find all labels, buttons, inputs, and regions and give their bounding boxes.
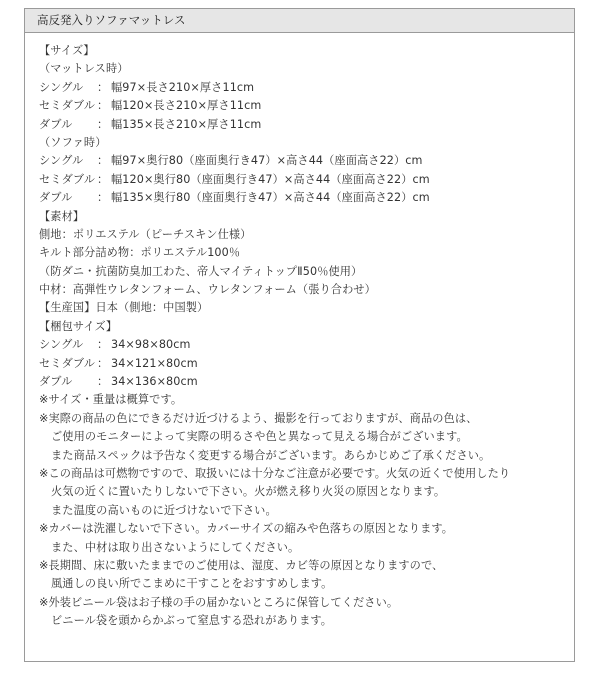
size-row	[39, 189, 564, 207]
size-label: セミダブル	[39, 356, 95, 370]
size-value: 幅135×長さ210×厚さ11cm	[111, 117, 262, 131]
note-line: 風通しの良い所でこまめに干すことをおすすめします。	[51, 577, 333, 591]
size-value: 34×121×80cm	[111, 356, 198, 370]
size-label: ダブル	[39, 191, 73, 205]
spec-panel	[24, 8, 575, 662]
size-label: シングル	[39, 154, 84, 168]
note-line: また温度の高いものに近づけないで下さい。	[51, 503, 277, 517]
mattress-size-list	[39, 79, 564, 134]
size-value: 幅135×奥行80（座面奥行き47）×高さ44（座面高さ22）cm	[111, 191, 430, 205]
size-label: セミダブル	[39, 172, 95, 186]
size-row	[39, 373, 564, 391]
note-line: また商品スペックは予告なく変更する場合がございます。あらかじめご了承ください。	[51, 448, 491, 462]
size-value: 34×136×80cm	[111, 375, 198, 389]
material-list	[39, 226, 564, 300]
size-row	[39, 79, 564, 97]
material-line: 側地：ポリエステル（ピーチスキン仕様）	[39, 227, 252, 241]
material-heading: 【素材】	[39, 209, 85, 223]
size-label: シングル	[39, 80, 84, 94]
size-row	[39, 152, 564, 170]
size-label: セミダブル	[39, 99, 95, 113]
sofa-size-list	[39, 152, 564, 207]
size-label: ダブル	[39, 117, 73, 131]
note-line: また、中材は取り出さないようにしてください。	[51, 540, 300, 554]
note-line: 火気の近くに置いたりしないで下さい。火が燃え移り火災の原因となります。	[51, 485, 446, 499]
mattress-heading: （マットレス時）	[39, 62, 129, 76]
note-line: ※カバーは洗濯しないで下さい。カバーサイズの縮みや色落ちの原因となります。	[39, 522, 454, 536]
colon-separator: ：	[97, 154, 109, 168]
material-line: キルト部分詰め物：ポリエステル100％	[39, 246, 241, 260]
colon-separator: ：	[97, 80, 109, 94]
origin-line: 【生産国】日本（側地：中国製）	[39, 301, 209, 315]
sofa-heading: （ソファ時）	[39, 135, 107, 149]
size-row	[39, 336, 564, 354]
size-row	[39, 97, 564, 115]
colon-separator: ：	[97, 172, 109, 186]
package-heading: 【梱包サイズ】	[39, 319, 118, 333]
note-line: ※サイズ・重量は概算です。	[39, 393, 183, 407]
notes-list	[39, 391, 564, 630]
note-line: ビニール袋を頭からかぶって窒息する恐れがあります。	[51, 614, 333, 628]
material-line: （防ダニ・抗菌防臭加工わた、帝人マイティトップⅡ50％使用）	[39, 264, 363, 278]
size-row	[39, 355, 564, 373]
size-label: シングル	[39, 338, 84, 352]
note-line: ※この商品は可燃物ですので、取扱いには十分なご注意が必要です。火気の近くで使用したり	[39, 466, 511, 480]
size-heading: 【サイズ】	[39, 44, 95, 57]
colon-separator: ：	[97, 191, 109, 205]
package-size-list	[39, 336, 564, 391]
size-value: 幅97×奥行80（座面奥行き47）×高さ44（座面高さ22）cm	[111, 154, 423, 168]
colon-separator: ：	[97, 356, 109, 370]
colon-separator: ：	[97, 99, 109, 113]
colon-separator: ：	[97, 375, 109, 389]
note-line: ※実際の商品の色にできるだけ近づけるよう、撮影を行っておりますが、商品の色は、	[39, 411, 478, 425]
spec-body	[39, 42, 564, 631]
size-value: 幅97×長さ210×厚さ11cm	[111, 80, 255, 94]
note-line: ※外装ビニール袋はお子様の手の届かないところに保管してください。	[39, 595, 399, 609]
size-value: 幅120×奥行80（座面奥行き47）×高さ44（座面高さ22）cm	[111, 172, 430, 186]
size-value: 幅120×長さ210×厚さ11cm	[111, 99, 262, 113]
note-line: ※長期間、床に敷いたままでのご使用は、湿度、カビ等の原因となりますので、	[39, 558, 444, 572]
size-row	[39, 171, 564, 189]
colon-separator: ：	[97, 338, 109, 352]
material-line: 中材：高弾性ウレタンフォーム、ウレタンフォーム（張り合わせ）	[39, 283, 376, 297]
panel-title: 高反発入りソファマットレス	[25, 9, 574, 33]
note-line: ご使用のモニターによって実際の明るさや色と異なって見える場合がございます。	[51, 430, 468, 444]
size-value: 34×98×80cm	[111, 338, 191, 352]
size-row	[39, 116, 564, 134]
size-label: ダブル	[39, 375, 73, 389]
colon-separator: ：	[97, 117, 109, 131]
